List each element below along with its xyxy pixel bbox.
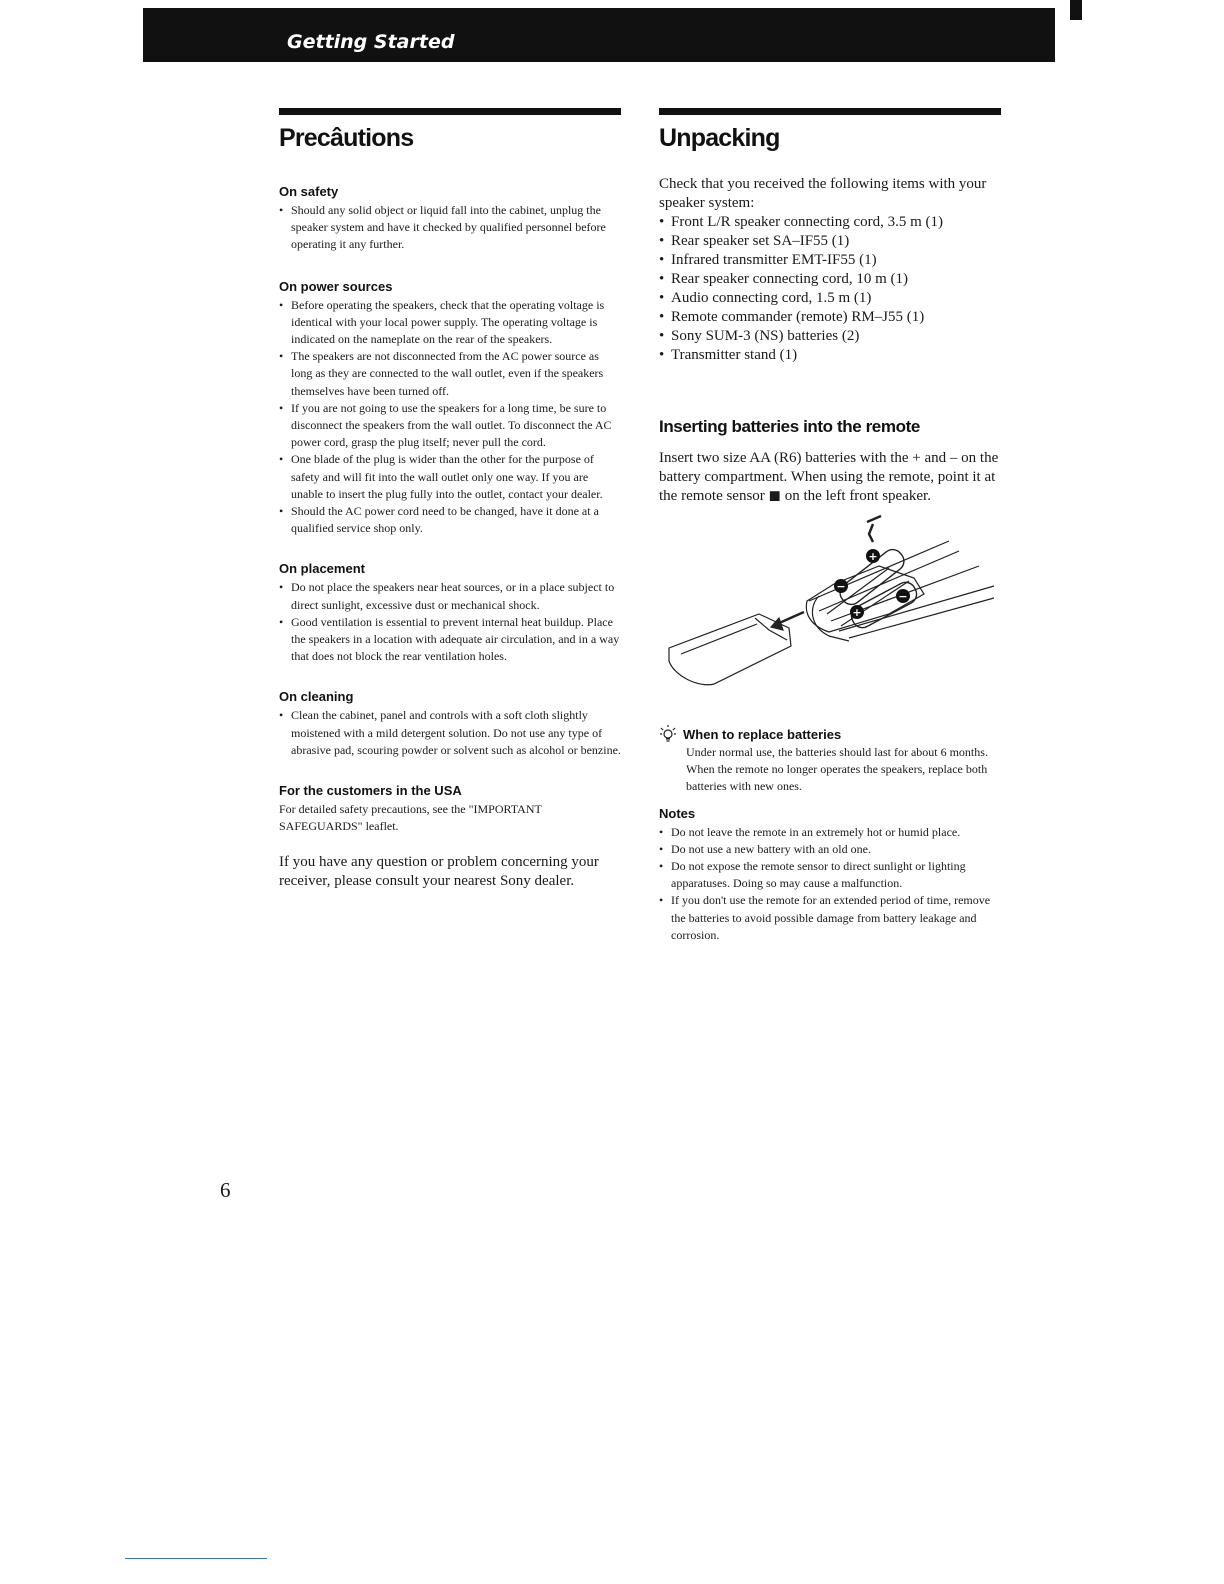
list-item: • Do not use a new battery with an old one. [659, 841, 1001, 858]
cleaning-section [279, 689, 621, 759]
list-item: • Do not place the speakers near heat sources, or in a place subject to direct sunlight, excessive dust or mechanical shock. [279, 579, 621, 613]
list-item: • If you don't use the remote for an extended period of time, remove the batteries to avoid possible damage from battery leakage and corrosion. [659, 892, 1001, 944]
header-bar [143, 8, 1055, 62]
tip-section [659, 724, 1001, 796]
cleaning-heading: On cleaning [279, 689, 354, 705]
section-rule [659, 108, 1001, 115]
tip-heading: When to replace batteries [683, 726, 842, 742]
unpacking-intro: Check that you received the following items with your speaker system: [659, 176, 987, 211]
lightbulb-icon [659, 724, 677, 744]
list-item: • Remote commander (remote) RM–J55 (1) [659, 308, 1001, 327]
header-title: Getting Started [287, 31, 455, 53]
remote-battery-illustration [659, 506, 1001, 706]
power-heading: On power sources [279, 278, 393, 294]
power-section [279, 279, 621, 538]
corner-mark [1070, 0, 1082, 20]
list-item: • Sony SUM-3 (NS) batteries (2) [659, 327, 1001, 346]
list-item: • Do not leave the remote in an extremely hot or humid place. [659, 824, 1001, 841]
notes-heading: Notes [659, 805, 696, 821]
list-item: • One blade of the plug is wider than the other for the purpose of safety and will fit into the wall outlet only one way. If you are unable to insert the plug fully into the outlet, contact your dealer. [279, 451, 621, 503]
list-item: • If you are not going to use the speakers for a long time, be sure to disconnect the speakers from the wall outlet. To disconnect the AC power cord, grasp the plug itself; never pull the cord. [279, 400, 621, 452]
placement-section [279, 561, 621, 665]
placement-heading: On placement [279, 561, 365, 577]
svg-text:+: + [852, 606, 862, 619]
usa-section [279, 783, 621, 835]
notes-section [659, 806, 1001, 944]
unpacking-column [659, 108, 1001, 944]
list-item: • Should the AC power cord need to be changed, have it done at a qualified service shop only. [279, 503, 621, 537]
usa-heading: For the customers in the USA [279, 783, 462, 799]
batteries-text: Insert two size AA (R6) batteries with the + and – on the battery compartment. When using the remote, point it at the remote sensor ◼ on the left front speaker. [659, 450, 999, 504]
svg-text:−: − [898, 590, 908, 603]
usa-text: For detailed safety precautions, see the "IMPORTANT SAFEGUARDS" leaflet. [279, 802, 542, 834]
precautions-column [279, 108, 621, 891]
list-item: • Rear speaker set SA–IF55 (1) [659, 232, 1001, 251]
list-item: • Infrared transmitter EMT-IF55 (1) [659, 251, 1001, 270]
list-item: • The speakers are not disconnected from the AC power source as long as they are connected to the wall outlet, even if the speakers themselves have been turned off. [279, 348, 621, 400]
unpacking-title: Unpacking [659, 124, 780, 152]
list-item: • Before operating the speakers, check that the operating voltage is identical with your local power supply. The operating voltage is indicated on the nameplate on the rear of the speakers. [279, 297, 621, 349]
list-item: • Rear speaker connecting cord, 10 m (1) [659, 270, 1001, 289]
list-item: • Do not expose the remote sensor to direct sunlight or lighting apparatuses. Doing so may cause a malfunction. [659, 858, 1001, 892]
list-item: • Good ventilation is essential to prevent internal heat buildup. Place the speakers in a location with adequate air circulation, and in a way that does not block the rear ventilation holes. [279, 614, 621, 666]
safety-heading: On safety [279, 184, 339, 199]
bottom-line [125, 1558, 267, 1559]
list-item: • Transmitter stand (1) [659, 346, 1001, 365]
list-item: • Front L/R speaker connecting cord, 3.5 m (1) [659, 213, 1001, 232]
list-item: • Audio connecting cord, 1.5 m (1) [659, 289, 1001, 308]
svg-text:−: − [836, 580, 846, 593]
page-number: 6 [220, 1178, 231, 1202]
list-item: • Should any solid object or liquid fall into the cabinet, unplug the speaker system and have it checked by qualified personnel before operating it any further. [279, 202, 621, 254]
safety-section [279, 184, 621, 254]
precautions-title: Precâutions [279, 124, 414, 152]
svg-text:+: + [868, 550, 878, 563]
list-item: • Clean the cabinet, panel and controls with a soft cloth slightly moistened with a mild detergent solution. Do not use any type of abrasive pad, scouring powder or solvent such as alcohol or benzine. [279, 707, 621, 759]
batteries-heading: Inserting batteries into the remote [659, 417, 920, 436]
closing-text: If you have any question or problem concerning your receiver, please consult your nearest Sony dealer. [279, 854, 599, 890]
tip-text: Under normal use, the batteries should last for about 6 months. When the remote no longer operates the speakers, replace both batteries with new ones. [686, 745, 988, 794]
section-rule [279, 108, 621, 115]
